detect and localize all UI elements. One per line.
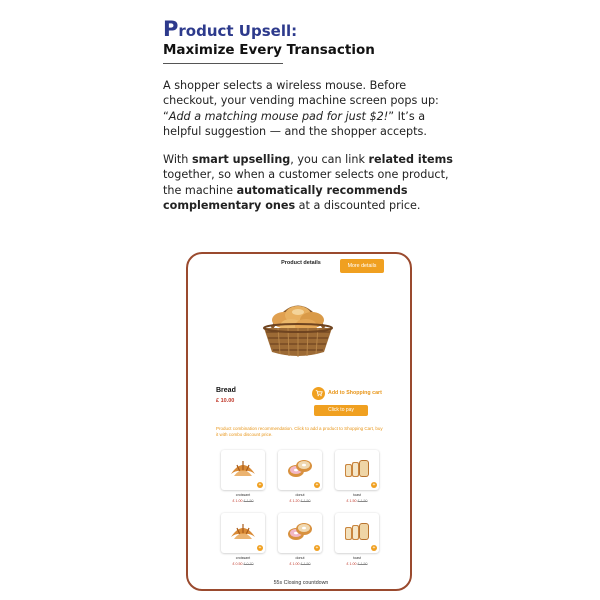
- product-image[interactable]: [335, 450, 379, 490]
- product-price: £ 10.00: [216, 398, 235, 404]
- page-title: [163, 17, 453, 41]
- add-to-cart-label: Add to Shopping cart: [328, 390, 382, 396]
- product-image[interactable]: [278, 450, 322, 490]
- product-card-prices: [278, 499, 322, 503]
- product-card-name: donut: [295, 556, 305, 560]
- upsell-bold-3: automatically recommends complementary ones: [163, 183, 408, 213]
- upsell-paragraph: [163, 152, 453, 213]
- plus-icon[interactable]: +: [315, 545, 319, 551]
- product-card-name: donut: [295, 493, 305, 497]
- product-card-prices: [278, 562, 322, 566]
- page-subtitle: Maximize Every Transaction: [163, 42, 375, 58]
- original-price: £ 1.50: [357, 499, 368, 503]
- croissant-icon: [228, 519, 258, 548]
- product-image[interactable]: [335, 513, 379, 553]
- combo-price: £ 1.00: [289, 562, 300, 566]
- toast-icon: [342, 456, 372, 485]
- title-rest: roduct Upsell:: [178, 22, 298, 40]
- intro-text-b: ” It’s a helpful suggestion — and the shopper accepts.: [163, 109, 427, 138]
- plus-icon[interactable]: +: [372, 545, 376, 551]
- product-card-prices: [335, 562, 379, 566]
- product-name: Bread: [216, 387, 236, 394]
- product-card[interactable]: [221, 513, 265, 566]
- product-image[interactable]: [278, 513, 322, 553]
- more-details-button[interactable]: More details: [340, 259, 384, 273]
- combo-price: £ 1.20: [289, 499, 300, 503]
- title-divider: [163, 63, 283, 64]
- product-card[interactable]: [335, 513, 379, 566]
- plus-icon[interactable]: +: [315, 482, 319, 488]
- plus-icon[interactable]: +: [258, 545, 262, 551]
- pay-button[interactable]: Click to pay: [314, 405, 368, 416]
- product-card[interactable]: [335, 450, 379, 503]
- article: [163, 17, 453, 213]
- product-card[interactable]: [278, 513, 322, 566]
- croissant-icon: [228, 456, 258, 485]
- upsell-text-a: With: [163, 153, 192, 167]
- shopping-cart-icon: [312, 387, 325, 400]
- intro-quote: Add a matching mouse pad for just $2!: [168, 109, 389, 123]
- combo-price: £ 0.50: [232, 562, 243, 566]
- product-card-prices: [221, 499, 265, 503]
- screen-title: Product details: [281, 260, 321, 266]
- recommendation-text: Product combination recommendation. Click to add a product to Shopping Cart, buy it with combo discount price.: [216, 426, 383, 437]
- product-card-prices: [221, 562, 265, 566]
- product-card-prices: [335, 499, 379, 503]
- donut-icon: [285, 519, 315, 548]
- plus-icon[interactable]: +: [258, 482, 262, 488]
- intro-text-a: A shopper selects a wireless mouse. Before checkout, your vending machine screen pops up: “: [163, 79, 439, 123]
- upsell-text-d: together, so when a customer selects one product, the machine: [163, 168, 449, 197]
- original-price: £ 1.50: [357, 562, 368, 566]
- combo-price: £ 1.00: [346, 562, 357, 566]
- bread-basket-image: [258, 290, 338, 360]
- original-price: £ 0.70: [243, 562, 254, 566]
- original-price: £ 1.50: [300, 562, 311, 566]
- add-to-cart-button[interactable]: [312, 386, 382, 400]
- upsell-bold-2: related items: [368, 153, 453, 167]
- product-card-name: toast: [353, 556, 361, 560]
- product-card[interactable]: [221, 450, 265, 503]
- product-image[interactable]: [221, 513, 265, 553]
- upsell-text-c: , you can link: [290, 153, 369, 167]
- original-price: £ 1.50: [300, 499, 311, 503]
- toast-icon: [342, 519, 372, 548]
- product-image[interactable]: [221, 450, 265, 490]
- original-price: £ 1.50: [243, 499, 254, 503]
- closing-countdown: 55s Closing countdown: [273, 580, 329, 586]
- combo-price: £ 1.50: [346, 499, 357, 503]
- intro-paragraph: [163, 78, 453, 139]
- product-card[interactable]: [278, 450, 322, 503]
- bread-basket-icon: [258, 290, 338, 360]
- donut-icon: [285, 456, 315, 485]
- upsell-text-e: at a discounted price.: [295, 199, 421, 213]
- upsell-bold-1: smart upselling: [191, 153, 291, 167]
- title-initial: P: [163, 17, 179, 41]
- plus-icon[interactable]: +: [372, 482, 376, 488]
- combo-price: £ 1.00: [232, 499, 243, 503]
- product-card-name: croissant: [235, 493, 251, 497]
- vending-screen: [186, 252, 412, 591]
- product-card-name: croissant: [235, 556, 251, 560]
- product-card-name: toast: [353, 493, 361, 497]
